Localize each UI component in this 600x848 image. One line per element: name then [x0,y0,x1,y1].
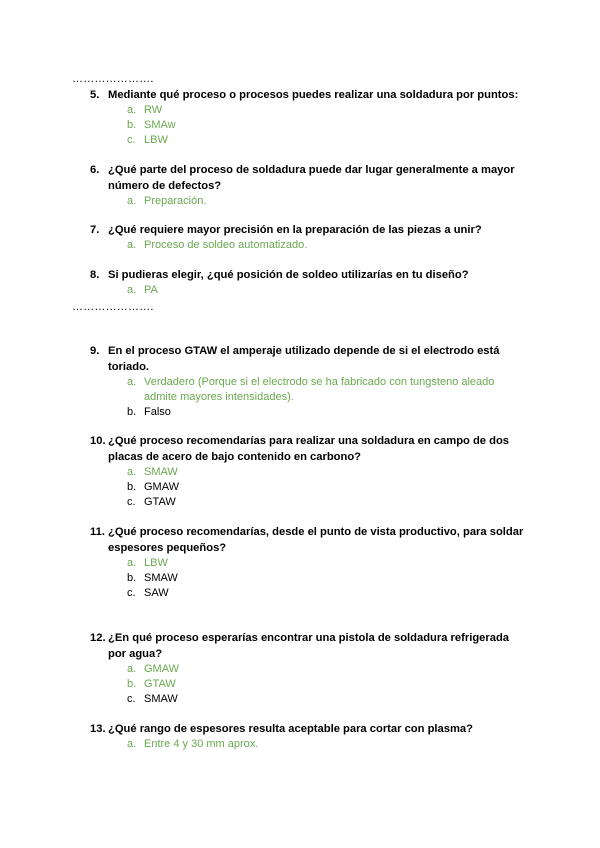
question-text: ¿En qué proceso esperarías encontrar una pistola de soldadura refrigerada por agua? [108,632,510,660]
question-text: En el proceso GTAW el amperaje utilizado depende de si el electrodo está toriado. [108,345,500,373]
question-text: Mediante qué proceso o procesos puedes realizar una soldadura por puntos: [108,89,519,101]
option-letter: a. [127,466,137,478]
option-letter: b. [127,572,137,584]
option-text: SMAW [144,693,178,705]
option-text: LBW [144,134,168,146]
option-text: SMAw [144,119,176,131]
question-text: ¿Qué proceso recomendarías para realizar una soldadura en campo de dos placas de acero de bajo contenido en carbono? [108,435,510,463]
option-text: Preparación. [144,195,207,207]
option-text: PA [144,284,158,296]
option-letter: b. [127,406,137,418]
option-text: Falso [144,406,171,418]
question-12 [0,630,600,707]
question-text: ¿Qué proceso recomendarías, desde el punto de vista productivo, para soldar espesores pequeños? [108,526,524,554]
question-number: 11. [90,526,105,538]
question-6 [0,162,600,209]
question-8 [0,267,600,298]
question-11 [0,524,600,601]
option-text: Entre 4 y 30 mm aprox. [144,738,259,750]
question-9 [0,343,600,420]
option-letter: a. [127,284,137,296]
question-number: 10. [90,435,106,447]
option-letter: c. [127,134,136,146]
question-text: Si pudieras elegir, ¿qué posición de soldeo utilizarías en tu diseño? [108,269,469,281]
question-13 [0,721,600,752]
option-letter: c. [127,496,136,508]
option-letter: c. [127,693,136,705]
option-letter: a. [127,738,137,750]
option-text: SAW [144,587,169,599]
option-text: LBW [144,557,168,569]
option-letter: a. [127,557,137,569]
option-text: SMAW [144,466,178,478]
question-number: 13. [90,723,106,735]
option-letter: a. [127,104,137,116]
option-text: Verdadero (Porque si el electrodo se ha fabricado con tungsteno aleado admite mayores intensidades). [144,376,495,403]
option-text: GMAW [144,663,180,675]
question-text: ¿Qué requiere mayor precisión en la preparación de las piezas a unir? [108,224,482,236]
option-text: SMAW [144,572,178,584]
option-text: RW [144,104,163,116]
option-letter: b. [127,481,137,493]
question-10 [0,433,600,510]
question-number: 12. [90,632,106,644]
question-number: 8. [90,269,100,281]
question-text: ¿Qué rango de espesores resulta aceptable para cortar con plasma? [108,723,473,735]
separator-middle: …………………. [72,301,154,313]
question-number: 6. [90,164,100,176]
question-number: 5. [90,89,100,101]
option-text: GTAW [144,678,176,690]
separator-top: …………………. [72,73,154,85]
option-text: GMAW [144,481,180,493]
question-5 [0,87,600,148]
option-letter: c. [127,587,136,599]
question-text: ¿Qué parte del proceso de soldadura puede dar lugar generalmente a mayor número de defectos? [108,164,515,192]
option-letter: a. [127,376,137,388]
option-text: Proceso de soldeo automatizado. [144,239,308,251]
option-letter: b. [127,678,137,690]
question-7 [0,222,600,253]
option-letter: b. [127,119,137,131]
question-number: 9. [90,345,100,357]
question-number: 7. [90,224,100,236]
option-text: GTAW [144,496,176,508]
option-letter: a. [127,239,137,251]
option-letter: a. [127,195,137,207]
option-letter: a. [127,663,137,675]
